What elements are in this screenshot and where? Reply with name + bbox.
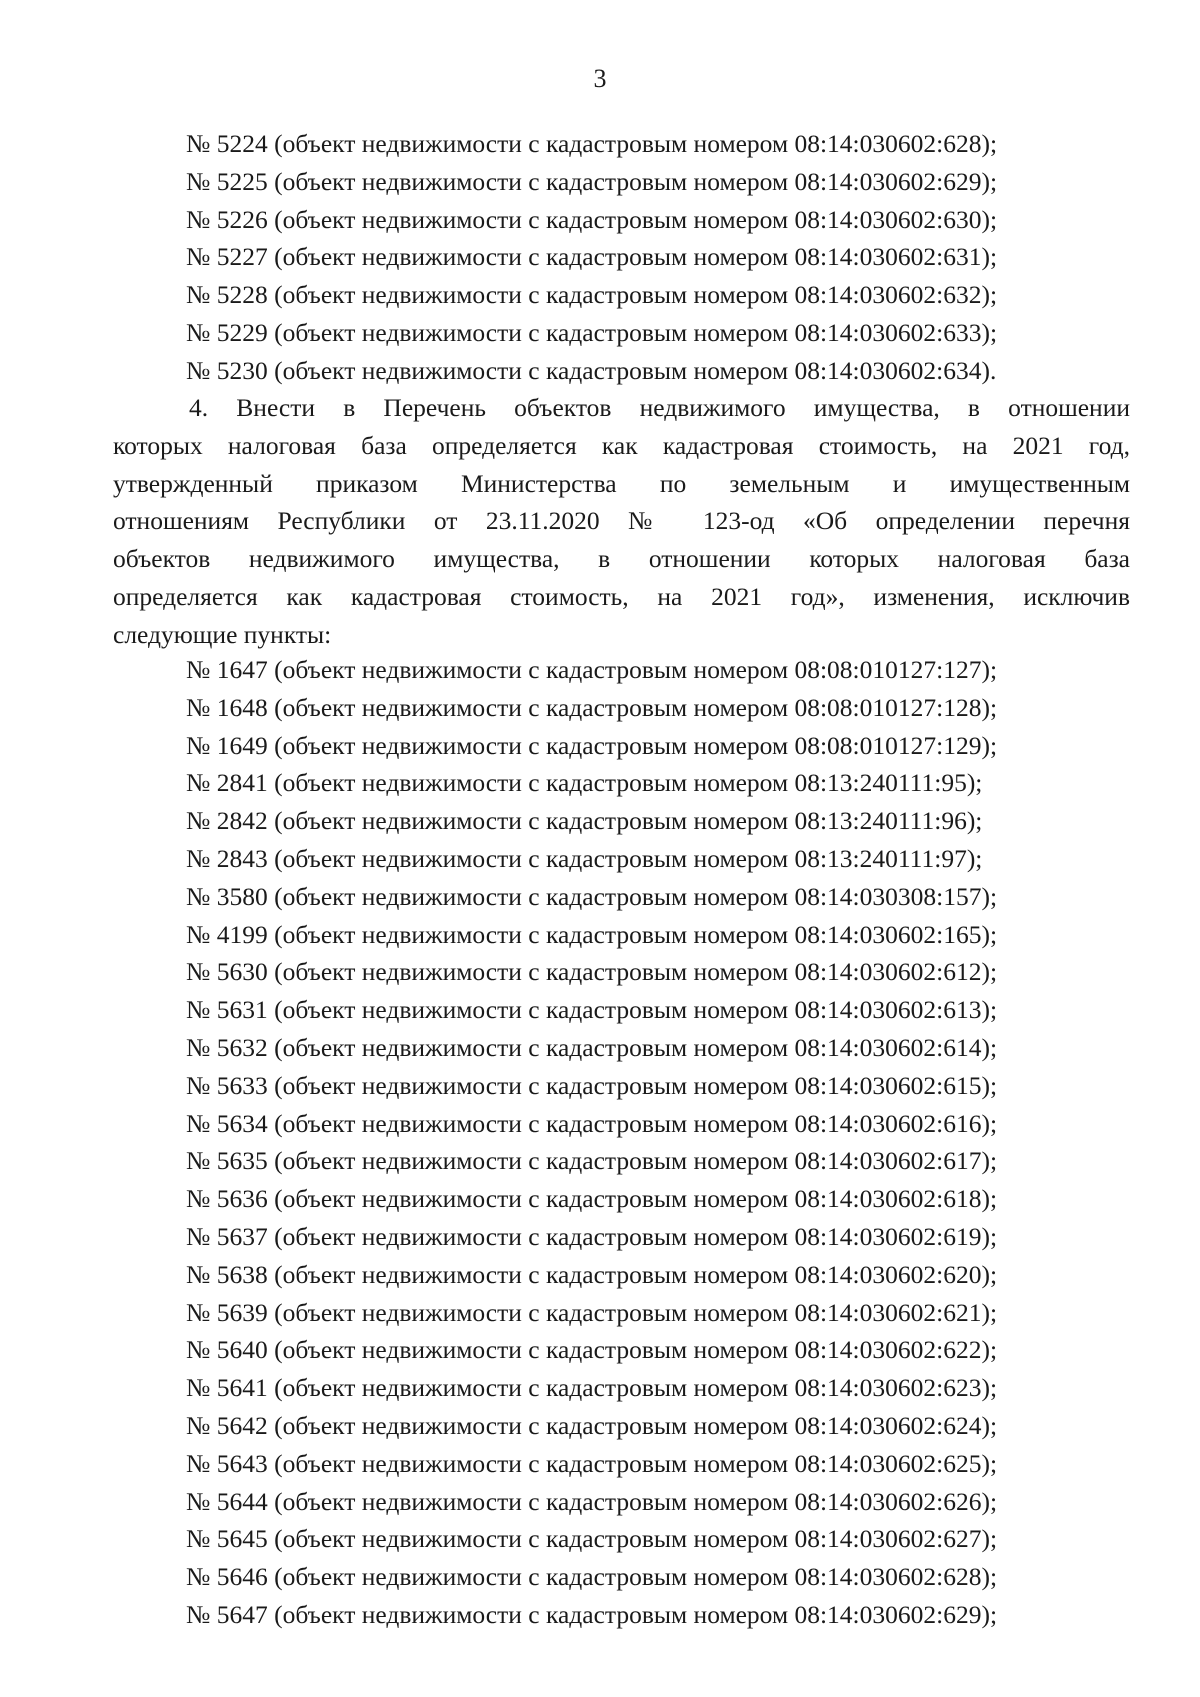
paragraph-line: отношениям Республики от 23.11.2020 № 123-од «Об определении перечня bbox=[113, 506, 1130, 536]
list-item: № 5640 (объект недвижимости с кадастровым номером 08:14:030602:622); bbox=[186, 1335, 998, 1365]
list-item: № 5641 (объект недвижимости с кадастровым номером 08:14:030602:623); bbox=[186, 1373, 998, 1403]
list-item: № 5643 (объект недвижимости с кадастровым номером 08:14:030602:625); bbox=[186, 1448, 998, 1478]
paragraph-line: следующие пункты: bbox=[113, 619, 332, 649]
list-item: № 5645 (объект недвижимости с кадастровым номером 08:14:030602:627); bbox=[186, 1524, 998, 1554]
paragraph-line: объектов недвижимого имущества, в отношении которых налоговая база bbox=[113, 544, 1130, 574]
list-item: № 5646 (объект недвижимости с кадастровым номером 08:14:030602:628); bbox=[186, 1562, 998, 1592]
list-item: № 5229 (объект недвижимости с кадастровым номером 08:14:030602:633); bbox=[186, 317, 998, 347]
list-item: № 5226 (объект недвижимости с кадастровым номером 08:14:030602:630); bbox=[186, 204, 998, 234]
list-item: № 2841 (объект недвижимости с кадастровым номером 08:13:240111:95); bbox=[186, 768, 983, 798]
list-item: № 5227 (объект недвижимости с кадастровым номером 08:14:030602:631); bbox=[186, 242, 998, 272]
list-item: № 5634 (объект недвижимости с кадастровым номером 08:14:030602:616); bbox=[186, 1108, 998, 1138]
list-item: № 5635 (объект недвижимости с кадастровым номером 08:14:030602:617); bbox=[186, 1146, 998, 1176]
list-item: № 5632 (объект недвижимости с кадастровым номером 08:14:030602:614); bbox=[186, 1032, 998, 1062]
excluded-items-list-continued bbox=[186, 125, 1146, 390]
list-item: № 4199 (объект недвижимости с кадастровым номером 08:14:030602:165); bbox=[186, 919, 998, 949]
list-item: № 2842 (объект недвижимости с кадастровым номером 08:13:240111:96); bbox=[186, 806, 983, 836]
list-item: № 5644 (объект недвижимости с кадастровым номером 08:14:030602:626); bbox=[186, 1486, 998, 1516]
paragraph-line: которых налоговая база определяется как кадастровая стоимость, на 2021 год, bbox=[113, 430, 1130, 460]
paragraph-4 bbox=[113, 389, 1130, 654]
list-item: № 5647 (объект недвижимости с кадастровым номером 08:14:030602:629); bbox=[186, 1599, 998, 1629]
list-item: № 5642 (объект недвижимости с кадастровым номером 08:14:030602:624); bbox=[186, 1410, 998, 1440]
list-item: № 5228 (объект недвижимости с кадастровым номером 08:14:030602:632); bbox=[186, 280, 998, 310]
list-item: № 5637 (объект недвижимости с кадастровым номером 08:14:030602:619); bbox=[186, 1221, 998, 1251]
paragraph-line: утвержденный приказом Министерства по земельным и имущественным bbox=[113, 468, 1130, 498]
list-item: № 1648 (объект недвижимости с кадастровым номером 08:08:010127:128); bbox=[186, 692, 998, 722]
list-item: № 5630 (объект недвижимости с кадастровым номером 08:14:030602:612); bbox=[186, 957, 998, 987]
list-item: № 5633 (объект недвижимости с кадастровым номером 08:14:030602:615); bbox=[186, 1070, 998, 1100]
excluded-items-list bbox=[186, 651, 1146, 1634]
list-item: № 3580 (объект недвижимости с кадастровым номером 08:14:030308:157); bbox=[186, 881, 998, 911]
paragraph-line: определяется как кадастровая стоимость, на 2021 год», изменения, исключив bbox=[113, 581, 1130, 611]
list-item: № 1647 (объект недвижимости с кадастровым номером 08:08:010127:127); bbox=[186, 655, 998, 684]
list-item: № 5230 (объект недвижимости с кадастровым номером 08:14:030602:634). bbox=[186, 355, 997, 385]
list-item: № 5636 (объект недвижимости с кадастровым номером 08:14:030602:618); bbox=[186, 1184, 998, 1214]
list-item: № 5631 (объект недвижимости с кадастровым номером 08:14:030602:613); bbox=[186, 995, 998, 1025]
list-item: № 2843 (объект недвижимости с кадастровым номером 08:13:240111:97); bbox=[186, 843, 983, 873]
list-item: № 5639 (объект недвижимости с кадастровым номером 08:14:030602:621); bbox=[186, 1297, 998, 1327]
list-item: № 5225 (объект недвижимости с кадастровым номером 08:14:030602:629); bbox=[186, 166, 998, 196]
paragraph-line: 4. Внести в Перечень объектов недвижимого имущества, в отношении bbox=[189, 393, 1130, 422]
page-number: 3 bbox=[593, 64, 607, 93]
list-item: № 5638 (объект недвижимости с кадастровым номером 08:14:030602:620); bbox=[186, 1259, 998, 1289]
list-item: № 1649 (объект недвижимости с кадастровым номером 08:08:010127:129); bbox=[186, 730, 998, 760]
list-item: № 5224 (объект недвижимости с кадастровым номером 08:14:030602:628); bbox=[186, 129, 998, 158]
